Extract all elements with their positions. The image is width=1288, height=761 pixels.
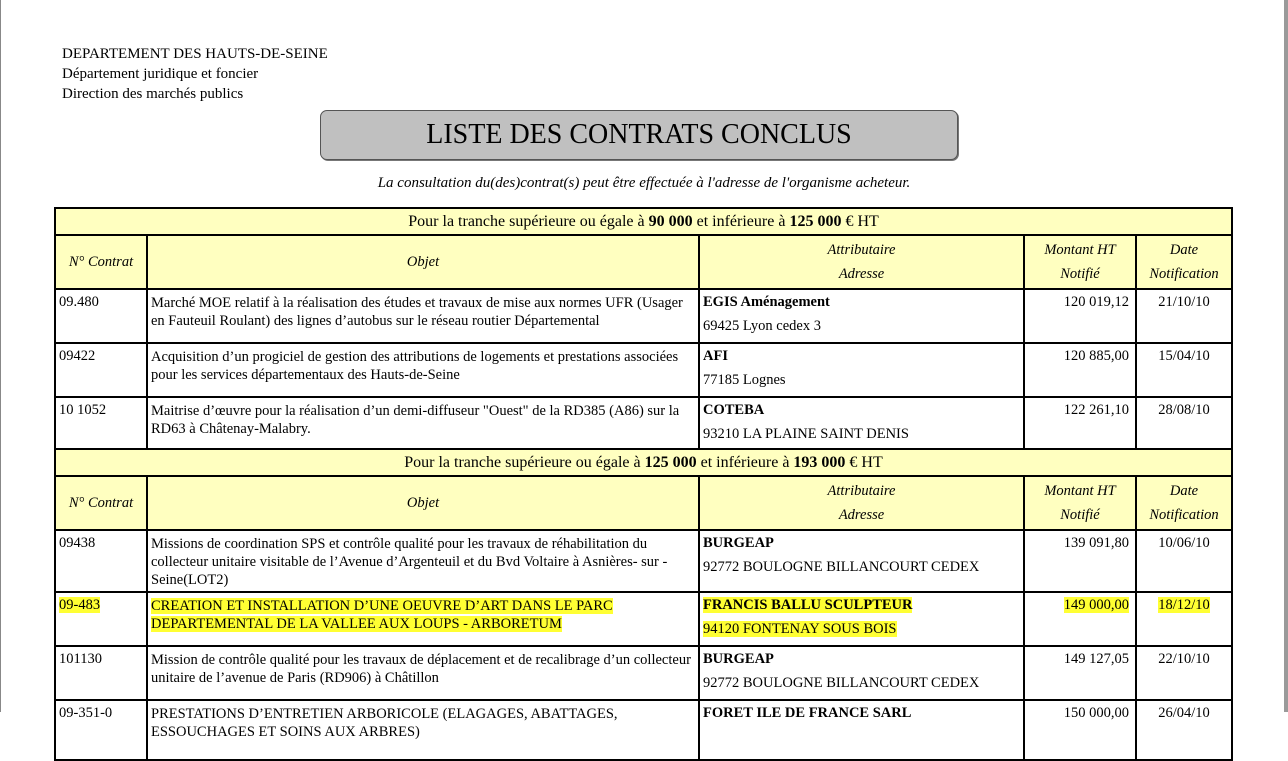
cell-text: 10/06/10 bbox=[1158, 535, 1210, 551]
contract-object bbox=[147, 530, 699, 592]
tier-header bbox=[55, 208, 1232, 235]
contractor-name: BURGEAP bbox=[703, 535, 774, 551]
amount bbox=[1024, 397, 1136, 451]
cell-text: 120 885,00 bbox=[1063, 348, 1129, 364]
cell-text: PRESTATIONS D’ENTRETIEN ARBORICOLE (ELAGAGES, ABATTAGES, ESSOUCHAGES ET SOINS AUX ARBRES) bbox=[151, 706, 618, 740]
cell-text: Acquisition d’un progiciel de gestion des attributions de logements et prestations associées pour les services départementaux des Hauts-de-Seine bbox=[151, 349, 679, 383]
table-row bbox=[55, 530, 1232, 592]
notification-date bbox=[1136, 646, 1232, 700]
contract-object bbox=[147, 592, 699, 646]
contractor-address: 69425 Lyon cedex 3 bbox=[703, 318, 821, 334]
col-label: Adresse bbox=[838, 266, 885, 282]
col-montant bbox=[1024, 235, 1136, 289]
cell-text: 26/04/10 bbox=[1158, 705, 1210, 721]
amount bbox=[1024, 343, 1136, 397]
notification-date bbox=[1136, 289, 1232, 343]
cell-text: Marché MOE relatif à la réalisation des études et travaux de mise aux normes UFR (Usager en Fauteuil Roulant) des lignes d’autobus sur le réseau routier Départemental bbox=[151, 295, 683, 329]
cell-text: 10 1052 bbox=[59, 402, 107, 418]
notification-date bbox=[1136, 397, 1232, 451]
tier-text: et inférieure à bbox=[696, 454, 794, 471]
org-line: Direction des marchés publics bbox=[62, 86, 244, 102]
col-num: N° Contrat bbox=[55, 235, 147, 289]
contractor-name: FRANCIS BALLU SCULPTEUR bbox=[703, 597, 913, 613]
cell-text: 18/12/10 bbox=[1158, 597, 1210, 613]
cell-text: 139 091,80 bbox=[1063, 535, 1129, 551]
cell-text: 09-351-0 bbox=[59, 705, 113, 721]
contractor-name: FORET ILE DE FRANCE SARL bbox=[703, 705, 912, 721]
cell-text: 28/08/10 bbox=[1158, 402, 1210, 418]
org-line: DEPARTEMENT DES HAUTS-DE-SEINE bbox=[62, 46, 328, 62]
cell-text: 21/10/10 bbox=[1158, 294, 1210, 310]
contractor bbox=[699, 289, 1024, 343]
cell-text: 09422 bbox=[59, 348, 96, 364]
amount bbox=[1024, 289, 1136, 343]
cell-text: 150 000,00 bbox=[1063, 705, 1129, 721]
amount bbox=[1024, 700, 1136, 760]
org-line: Département juridique et foncier bbox=[62, 66, 259, 82]
col-label: Date bbox=[1169, 483, 1199, 499]
col-date bbox=[1136, 235, 1232, 289]
amount bbox=[1024, 530, 1136, 592]
cell-text: Missions de coordination SPS et contrôle qualité pour les travaux de réhabilitation du collecteur unitaire visitable de l’Avenue d’Argenteuil et du Bvd Voltaire à Asnières- sur -Seine(LOT2) bbox=[151, 536, 668, 588]
contractor-name: AFI bbox=[703, 348, 728, 364]
consultation-note: La consultation du(des)contrat(s) peut être effectuée à l'adresse de l'organisme acheteur. bbox=[377, 175, 911, 191]
col-montant bbox=[1024, 476, 1136, 530]
contract-number bbox=[55, 646, 147, 700]
contracts-table-tier-1 bbox=[54, 207, 1233, 452]
contract-number bbox=[55, 343, 147, 397]
col-objet: Objet bbox=[147, 476, 699, 530]
contract-object bbox=[147, 646, 699, 700]
contract-number bbox=[55, 397, 147, 451]
tier-text: Pour la tranche supérieure ou égale à bbox=[408, 213, 649, 230]
contract-object bbox=[147, 289, 699, 343]
table-row bbox=[55, 289, 1232, 343]
organization-header bbox=[62, 44, 328, 104]
column-headers bbox=[55, 476, 1232, 530]
table-row bbox=[55, 397, 1232, 451]
contracts-table-tier-2 bbox=[54, 448, 1233, 761]
notification-date bbox=[1136, 530, 1232, 592]
contract-number bbox=[55, 530, 147, 592]
tier-low: 125 000 bbox=[644, 454, 697, 471]
page-border bbox=[0, 0, 1, 712]
cell-text: 15/04/10 bbox=[1158, 348, 1210, 364]
table-row bbox=[55, 592, 1232, 646]
col-label: Notifié bbox=[1060, 266, 1100, 282]
contractor bbox=[699, 592, 1024, 646]
cell-text: 101130 bbox=[59, 651, 102, 667]
cell-text: 09-483 bbox=[59, 597, 101, 613]
col-label: Notifié bbox=[1060, 507, 1100, 523]
tier-low: 90 000 bbox=[648, 213, 693, 230]
contractor-address: 92772 BOULOGNE BILLANCOURT CEDEX bbox=[703, 675, 980, 691]
page-title: LISTE DES CONTRATS CONCLUS bbox=[320, 110, 958, 160]
contractor-name: BURGEAP bbox=[703, 651, 774, 667]
tier-text: € HT bbox=[841, 213, 879, 230]
col-label: Attributaire bbox=[827, 483, 896, 499]
col-label: Notification bbox=[1149, 266, 1219, 282]
cell-text: Mission de contrôle qualité pour les travaux de déplacement et de recalibrage d’un collecteur unitaire de l’avenue de Paris (RD906) à Châtillon bbox=[151, 652, 691, 686]
contractor-address: 92772 BOULOGNE BILLANCOURT CEDEX bbox=[703, 559, 980, 575]
col-num: N° Contrat bbox=[55, 476, 147, 530]
amount bbox=[1024, 646, 1136, 700]
contractor-address: 93210 LA PLAINE SAINT DENIS bbox=[703, 426, 909, 442]
cell-text: 122 261,10 bbox=[1063, 402, 1129, 418]
tier-high: 125 000 bbox=[789, 213, 842, 230]
cell-text: CREATION ET INSTALLATION D’UNE OEUVRE D’ART DANS LE PARC DEPARTEMENTAL DE LA VALLEE AUX LOUPS - ARBORETUM bbox=[151, 598, 613, 632]
cell-text: 09.480 bbox=[59, 294, 99, 310]
col-attributaire bbox=[699, 235, 1024, 289]
table-row bbox=[55, 646, 1232, 700]
tier-text: Pour la tranche supérieure ou égale à bbox=[404, 454, 645, 471]
column-headers bbox=[55, 235, 1232, 289]
contract-object bbox=[147, 343, 699, 397]
contractor-name: COTEBA bbox=[703, 402, 765, 418]
cell-text: 09438 bbox=[59, 535, 96, 551]
cell-text: 149 000,00 bbox=[1063, 597, 1129, 613]
contract-number bbox=[55, 592, 147, 646]
contractor bbox=[699, 646, 1024, 700]
cell-text: Maitrise d’œuvre pour la réalisation d’un demi-diffuseur "Ouest" de la RD385 (A86) sur la RD63 à Châtenay-Malabry. bbox=[151, 403, 680, 437]
tier-high: 193 000 bbox=[793, 454, 846, 471]
contract-object bbox=[147, 397, 699, 451]
col-label: Montant HT bbox=[1044, 483, 1116, 499]
scrollbar[interactable] bbox=[1284, 0, 1288, 712]
contract-number bbox=[55, 700, 147, 760]
contract-object bbox=[147, 700, 699, 760]
tier-header bbox=[55, 449, 1232, 476]
notification-date bbox=[1136, 700, 1232, 760]
col-attributaire bbox=[699, 476, 1024, 530]
col-label: Adresse bbox=[838, 507, 885, 523]
contract-number bbox=[55, 289, 147, 343]
table-row bbox=[55, 343, 1232, 397]
col-date bbox=[1136, 476, 1232, 530]
contractor-address: 94120 FONTENAY SOUS BOIS bbox=[703, 621, 897, 637]
col-label: Notification bbox=[1149, 507, 1219, 523]
table-row bbox=[55, 700, 1232, 760]
cell-text: 120 019,12 bbox=[1063, 294, 1129, 310]
amount bbox=[1024, 592, 1136, 646]
col-label: Montant HT bbox=[1044, 242, 1116, 258]
contractor-name: EGIS Aménagement bbox=[703, 294, 830, 310]
contractor-address: 77185 Lognes bbox=[703, 372, 786, 388]
notification-date bbox=[1136, 592, 1232, 646]
contractor bbox=[699, 700, 1024, 760]
contractor bbox=[699, 530, 1024, 592]
col-label: Attributaire bbox=[827, 242, 896, 258]
col-label: Date bbox=[1169, 242, 1199, 258]
cell-text: 149 127,05 bbox=[1063, 651, 1129, 667]
notification-date bbox=[1136, 343, 1232, 397]
col-objet: Objet bbox=[147, 235, 699, 289]
contractor bbox=[699, 397, 1024, 451]
tier-text: et inférieure à bbox=[692, 213, 790, 230]
tier-text: € HT bbox=[845, 454, 883, 471]
contractor bbox=[699, 343, 1024, 397]
cell-text: 22/10/10 bbox=[1158, 651, 1210, 667]
